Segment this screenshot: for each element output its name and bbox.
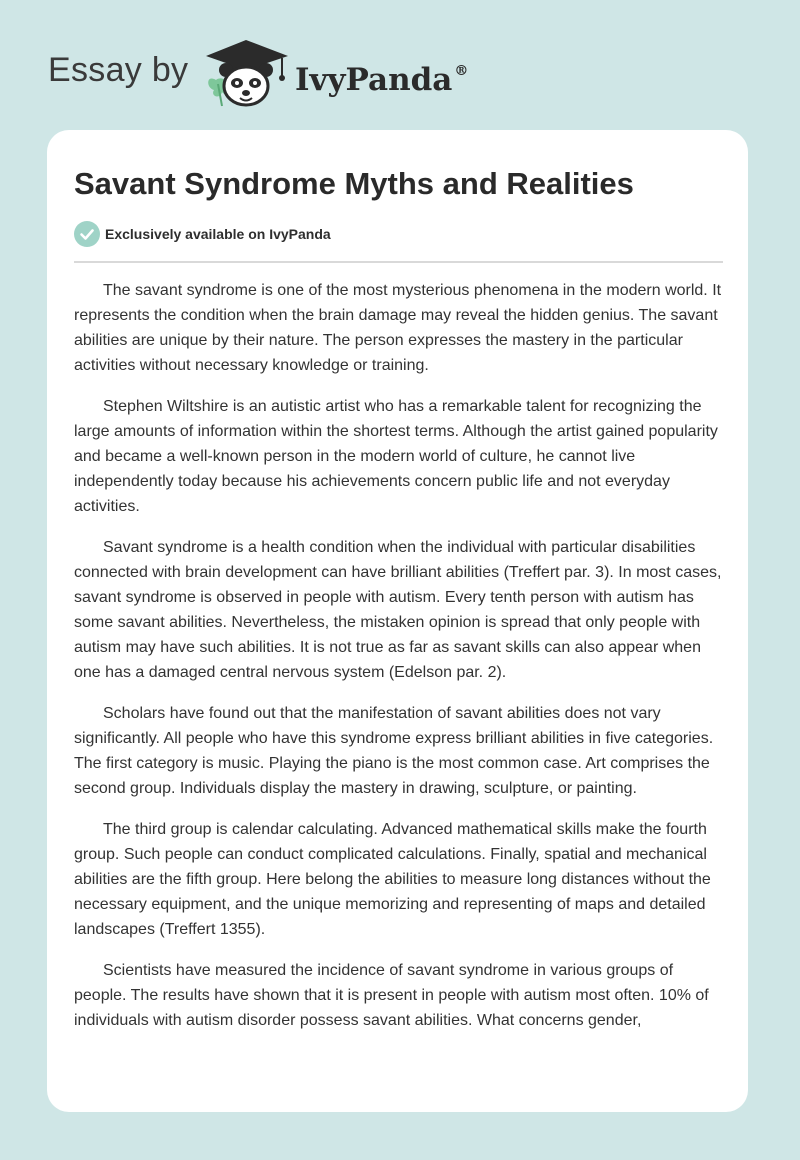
article-body	[74, 278, 730, 1049]
paragraph: Savant syndrome is a health condition when the individual with particular disabilities connected with brain development can have brilliant abilities (Treffert par. 3). In most cases, savant syndrome is observed in people with autism. Every tenth person with autism has some savant abilities. Nevertheless, the mistaken opinion is spread that only people with autism may have such abilities. It is not true as far as savant skills can also appear when one has a damaged central nervous system (Edelson par. 2).	[74, 539, 722, 681]
exclusive-badge	[74, 221, 331, 247]
paragraph: Scientists have measured the incidence of savant syndrome in various groups of people. The results have shown that it is present in people with autism most often. 10% of individuals with autism disorder possess savant abilities. What concerns gender,	[74, 962, 709, 1029]
page-title: Savant Syndrome Myths and Realities	[74, 166, 634, 201]
brand-name-text: IvyPanda	[295, 62, 453, 98]
site-header	[0, 0, 800, 130]
paragraph: The savant syndrome is one of the most mysterious phenomena in the modern world. It represents the condition when the brain damage may reveal the hidden genius. The savant abilities are unique by their nature. The person expresses the mastery in the particular activities without necessary knowledge or training.	[74, 282, 722, 374]
paragraph: Stephen Wiltshire is an autistic artist who has a remarkable talent for recognizing the large amounts of information within the shortest terms. Although the artist gained popularity and became a well-known person in the modern world of culture, he cannot live independently today because his achievements concern public life and not everyday activities.	[74, 398, 718, 515]
paragraph: The third group is calendar calculating. Advanced mathematical skills make the fourth group. Such people can conduct complicated calculations. Finally, spatial and mechanical abilities are the fifth group. Here belong the abilities to measure long distances without the necessary equipment, and the unique memorizing and representing of maps and detailed landscapes (Treffert 1355).	[74, 821, 711, 938]
exclusive-badge-text: Exclusively available on IvyPanda	[105, 226, 331, 242]
check-circle-icon	[74, 221, 100, 247]
registered-mark: ®	[454, 63, 469, 79]
divider	[74, 261, 723, 263]
essay-by-label: Essay by	[48, 51, 189, 89]
panda-graduation-cap-logo-icon[interactable]	[200, 36, 292, 108]
ivypanda-brand-name[interactable]	[295, 51, 468, 100]
essay-card	[47, 130, 748, 1112]
paragraph: Scholars have found out that the manifestation of savant abilities does not vary significantly. All people who have this syndrome express brilliant abilities in five categories. The first category is music. Playing the piano is the most common case. Art comprises the second group. Individuals display the mastery in drawing, sculpture, or painting.	[74, 705, 714, 797]
